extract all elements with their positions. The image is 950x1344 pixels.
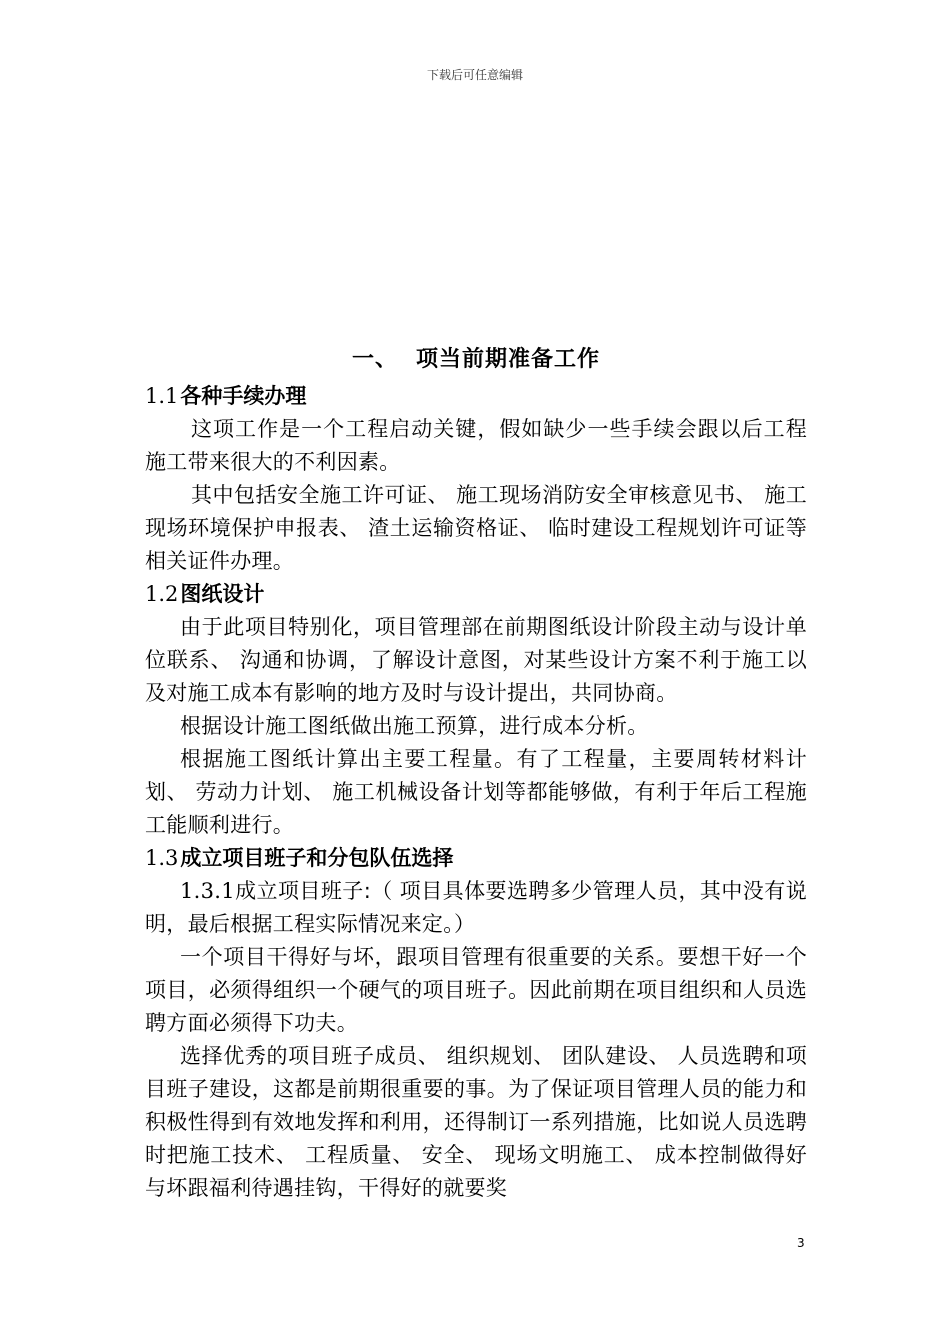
section-number: 一、 [351,347,398,372]
subheading-1-2 [145,578,807,611]
subheading-number: 1.3 [145,846,179,870]
subheading-text: 成立项目班子和分包队伍选择 [180,846,454,870]
section-title-text: 项当前期准备工作 [416,347,601,372]
subheading-1-1 [145,380,807,413]
section-title [145,340,807,380]
page-number: 3 [797,1236,805,1250]
subheading-number: 1.2 [145,582,179,606]
paragraph: 选择优秀的项目班子成员、 组织规划、 团队建设、 人员选聘和项目班子建设，这都是前期很重要的事。为了保证项目管理人员的能力和积极性得到有效地发挥和利用，还得制订一系列措施，比如说人员选聘时把施工技术、 工程质量、 安全、 现场文明施工、 成本控制做得好与坏跟福利待遇挂钩，干得好的就要奖 [145,1044,807,1200]
paragraph: 由于此项目特别化，项目管理部在前期图纸设计阶段主动与设计单位联系、 沟通和协调，了解设计意图，对某些设计方案不利于施工以及对施工成本有影响的地方及时与设计提出，共同协商。 [145,615,807,705]
paragraph: 一个项目干得好与坏，跟项目管理有很重要的关系。要想干好一个项目，必须得组织一个硬气的项目班子。因此前期在项目组织和人员选聘方面必须得下功夫。 [145,945,807,1035]
item-text: 成立项目班子:（ 项目具体要选聘多少管理人员，其中没有说明，最后根据工程实际情况来定。） [145,879,807,936]
paragraph: 其中包括安全施工许可证、 施工现场消防安全审核意见书、 施工现场环境保护申报表、 渣土运输资格证、 临时建设工程规划许可证等相关证件办理。 [145,483,807,573]
paragraph: 根据设计施工图纸做出施工预算，进行成本分析。 [180,714,649,738]
subheading-text: 各种手续办理 [180,384,307,408]
subheading-number: 1.1 [145,384,179,408]
subheading-text: 图纸设计 [180,582,265,606]
page-header: 下载后可任意编辑 [426,68,523,82]
subheading-1-3 [145,842,807,875]
document-body [145,340,807,1205]
item-number: 1.3.1 [180,879,235,903]
paragraph-1-3-1 [145,875,807,941]
paragraph: 根据施工图纸计算出主要工程量。有了工程量，主要周转材料计划、 劳动力计划、 施工机械设备计划等都能够做，有利于年后工程施工能顺利进行。 [145,747,807,837]
paragraph: 这项工作是一个工程启动关键，假如缺少一些手续会跟以后工程施工带来很大的不利因素。 [145,417,807,474]
